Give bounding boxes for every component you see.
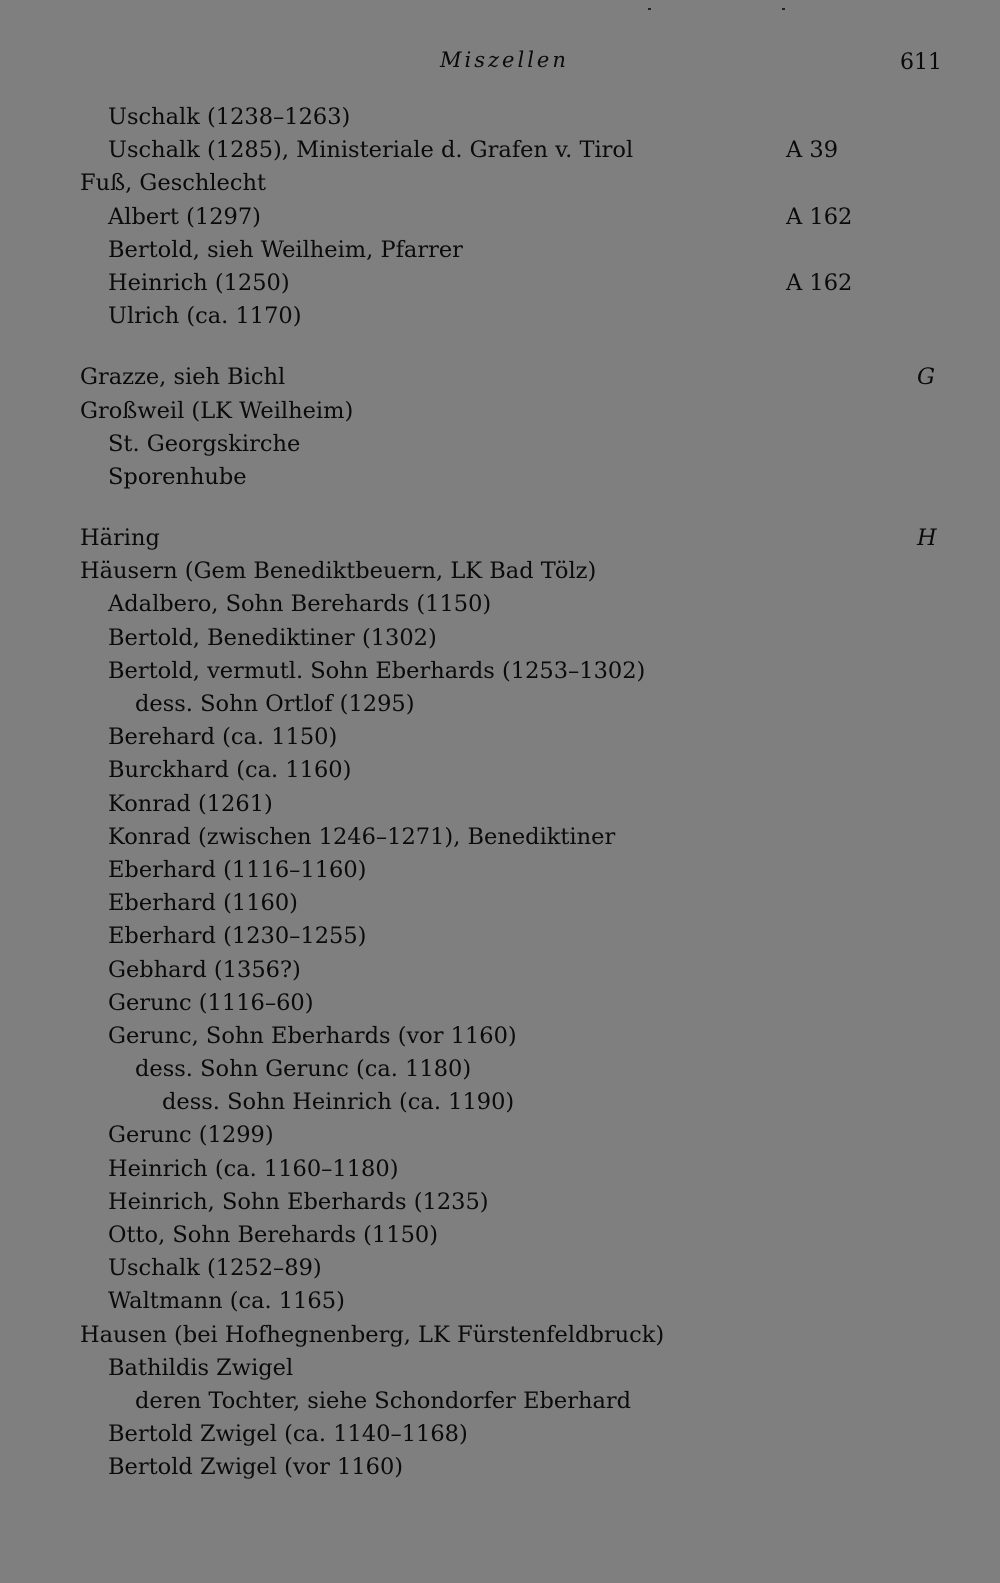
index-entry xyxy=(0,1319,1000,1352)
index-entry xyxy=(0,1086,1000,1119)
entry-reference: A 39 xyxy=(786,137,839,164)
index-entry xyxy=(0,461,1000,494)
entry-text: Großweil (LK Weilheim) xyxy=(80,397,354,424)
index-entry xyxy=(0,1252,1000,1285)
entry-text: Bertold Zwigel (ca. 1140–1168) xyxy=(108,1421,468,1448)
entry-text: Gerunc (1116–60) xyxy=(108,989,314,1016)
entry-text: Gerunc (1299) xyxy=(108,1122,274,1149)
index-entry xyxy=(0,1153,1000,1186)
index-entry xyxy=(0,1418,1000,1451)
index-entry xyxy=(0,428,1000,461)
index-entry xyxy=(0,1053,1000,1086)
entry-text: Eberhard (1116–1160) xyxy=(108,856,367,883)
index-entry xyxy=(0,1285,1000,1318)
entry-reference: A 162 xyxy=(786,269,853,296)
index-entry xyxy=(0,721,1000,754)
entry-text: Konrad (1261) xyxy=(108,790,273,817)
entry-text: Albert (1297) xyxy=(108,203,261,230)
entry-text: Heinrich (ca. 1160–1180) xyxy=(108,1155,399,1182)
index-entry xyxy=(0,101,1000,134)
index-entry xyxy=(0,1385,1000,1418)
section-letter: H xyxy=(917,525,937,552)
index-entry xyxy=(0,821,1000,854)
entry-text: Sporenhube xyxy=(108,463,247,490)
entry-text: St. Georgskirche xyxy=(108,430,301,457)
index-entry xyxy=(0,1451,1000,1484)
entry-text: Berehard (ca. 1150) xyxy=(108,724,338,751)
entry-text: Ulrich (ca. 1170) xyxy=(108,303,302,330)
entry-text: Heinrich (1250) xyxy=(108,269,290,296)
entry-text: Bertold Zwigel (vor 1160) xyxy=(108,1454,404,1481)
index-entry xyxy=(0,754,1000,787)
entry-text: Burckhard (ca. 1160) xyxy=(108,757,352,784)
entry-text: Uschalk (1285), Ministeriale d. Grafen v. Tirol xyxy=(108,137,634,164)
entry-text: Otto, Sohn Berehards (1150) xyxy=(108,1222,438,1248)
index-entry xyxy=(0,920,1000,953)
index-entry xyxy=(0,954,1000,987)
index-entry xyxy=(0,1219,1000,1252)
section-letter: G xyxy=(917,364,935,391)
index-entry xyxy=(0,167,1000,200)
index-entry xyxy=(0,267,1000,300)
entry-text: dess. Sohn Ortlof (1295) xyxy=(135,691,415,717)
entry-text: Uschalk (1238–1263) xyxy=(108,104,351,130)
scan-mark xyxy=(782,8,785,10)
index-entry xyxy=(0,1020,1000,1053)
page-number: 611 xyxy=(900,50,942,75)
running-title: Miszellen xyxy=(440,48,569,72)
entry-text: Gerunc, Sohn Eberhards (vor 1160) xyxy=(108,1022,517,1049)
entry-text: deren Tochter, siehe Schondorfer Eberhard xyxy=(135,1387,632,1414)
entry-text: dess. Sohn Heinrich (ca. 1190) xyxy=(162,1089,515,1116)
scan-mark xyxy=(648,8,651,10)
entry-text: Häusern (Gem Benediktbeuern, LK Bad Tölz) xyxy=(80,558,597,585)
index-entry xyxy=(0,134,1000,167)
index-entry xyxy=(0,1186,1000,1219)
entry-text: Bertold, sieh Weilheim, Pfarrer xyxy=(108,236,463,263)
entry-text: Bathildis Zwigel xyxy=(108,1354,294,1381)
index-entry xyxy=(0,234,1000,267)
entry-text: Fuß, Geschlecht xyxy=(80,170,267,197)
index-entry xyxy=(0,622,1000,655)
index-entry xyxy=(0,201,1000,234)
entry-text: Häring xyxy=(80,525,160,552)
entry-text: Eberhard (1160) xyxy=(108,890,298,917)
entry-text: Waltmann (ca. 1165) xyxy=(108,1288,345,1315)
index-entry xyxy=(0,588,1000,621)
entry-text: Adalbero, Sohn Berehards (1150) xyxy=(108,591,492,618)
index-entry xyxy=(0,887,1000,920)
index-entry xyxy=(0,1119,1000,1152)
entry-text: Grazze, sieh Bichl xyxy=(80,364,286,391)
entry-text: Eberhard (1230–1255) xyxy=(108,923,367,950)
index-entry xyxy=(0,522,1000,555)
index-entry xyxy=(0,300,1000,333)
index-entry xyxy=(0,1352,1000,1385)
entry-text: Bertold, Benediktiner (1302) xyxy=(108,624,437,651)
entry-reference: A 162 xyxy=(786,203,853,230)
index-entry xyxy=(0,987,1000,1020)
index-entry xyxy=(0,555,1000,588)
entry-text: Bertold, vermutl. Sohn Eberhards (1253–1302) xyxy=(108,657,646,684)
index-entry xyxy=(0,655,1000,688)
index-entry xyxy=(0,788,1000,821)
index-entry xyxy=(0,688,1000,721)
entry-text: Gebhard (1356?) xyxy=(108,956,301,983)
index-entry xyxy=(0,361,1000,394)
index-entry-list xyxy=(0,101,1000,1485)
entry-text: Uschalk (1252–89) xyxy=(108,1255,322,1282)
index-entry xyxy=(0,854,1000,887)
entry-text: dess. Sohn Gerunc (ca. 1180) xyxy=(135,1056,472,1083)
index-entry xyxy=(0,395,1000,428)
entry-text: Heinrich, Sohn Eberhards (1235) xyxy=(108,1188,489,1215)
entry-text: Konrad (zwischen 1246–1271), Benediktiner xyxy=(108,823,616,850)
entry-text: Hausen (bei Hofhegnenberg, LK Fürstenfeldbruck) xyxy=(80,1321,665,1348)
